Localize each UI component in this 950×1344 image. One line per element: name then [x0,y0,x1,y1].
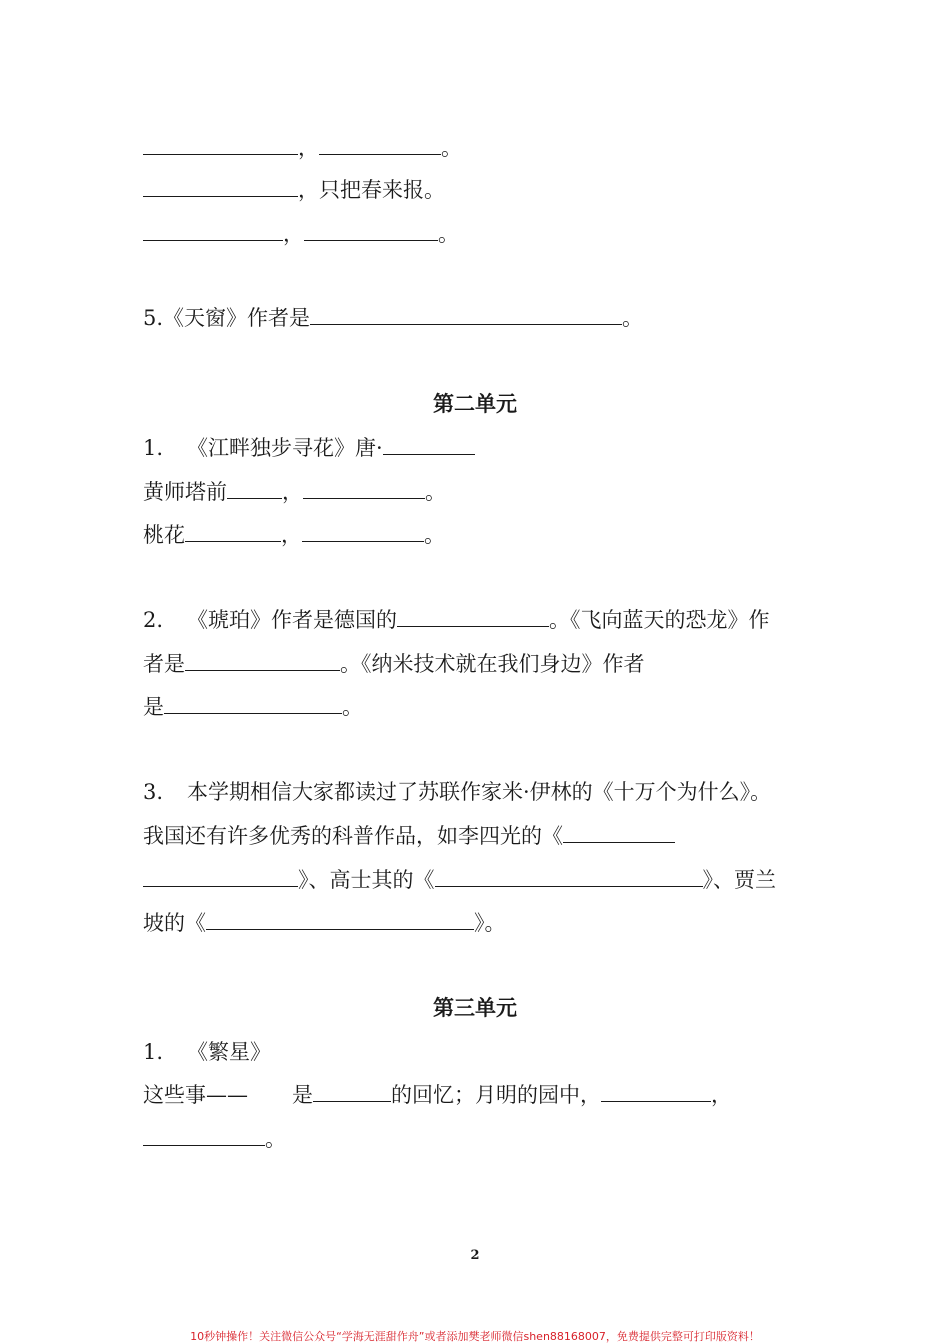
blank[interactable] [143,866,298,887]
blank[interactable] [319,134,441,155]
unit2-q1-line1: 黄师塔前 ， 。 [143,480,446,504]
unit3-q1: 1. 《繁星》 [143,1040,271,1064]
footer-notice: 10秒钟操作！关注微信公众号“学海无涯甜作舟”或者添加樊老师微信shen88168007，免费提供完整可打印版资料！ [190,1330,760,1343]
unit2-q1-line2: 桃花 ， 。 [143,523,445,547]
unit3-q1-line1: 这些事—— 是 的回忆；月明的园中， ， [143,1083,732,1107]
unit2-q2-line1: 2. 《琥珀》作者是德国的 。《飞向蓝天的恐龙》作 [143,608,770,632]
unit2-q2-line3: 是 。 [143,695,363,719]
blank[interactable] [206,909,474,930]
unit3-title: 第三单元 [433,995,517,1020]
unit2-q3-line1: 3. 本学期相信大家都读过了苏联作家米·伊林的《十万个为什么》。 [143,780,772,804]
blank[interactable] [313,1081,391,1102]
unit2-title: 第二单元 [433,391,517,416]
blank[interactable] [143,176,298,197]
blank[interactable] [304,220,438,241]
unit3-q1-line2: 。 [143,1125,286,1153]
unit2-q3-line2: 我国还有许多优秀的科普作品，如李四光的《 [143,822,675,850]
unit2-q2-line2: 者是 。《纳米技术就在我们身边》作者 [143,652,645,676]
blank[interactable] [397,606,549,627]
blank[interactable] [164,693,342,714]
unit1-line-c: ， 。 [143,220,459,248]
blank[interactable] [143,1125,265,1146]
blank[interactable] [601,1081,711,1102]
blank[interactable] [310,304,622,325]
page-number: 2 [470,1248,480,1263]
unit2-q1: 1. 《江畔独步寻花》唐· [143,434,475,462]
blank[interactable] [185,650,340,671]
unit2-q3-line3: 》、高士其的《 》、贾兰 [143,866,776,894]
blank[interactable] [563,822,675,843]
unit2-q3-line4: 坡的《 》。 [143,911,506,935]
blank[interactable] [227,478,282,499]
blank[interactable] [185,521,281,542]
unit1-q5: 5.《天窗》作者是 。 [143,306,644,330]
blank[interactable] [302,521,424,542]
blank[interactable] [143,134,298,155]
blank[interactable] [303,478,425,499]
blank[interactable] [383,434,475,455]
blank[interactable] [435,866,703,887]
unit1-line-a: ， 。 [143,134,462,162]
blank[interactable] [143,220,283,241]
unit1-line-b: ，只把春来报。 [143,176,445,204]
